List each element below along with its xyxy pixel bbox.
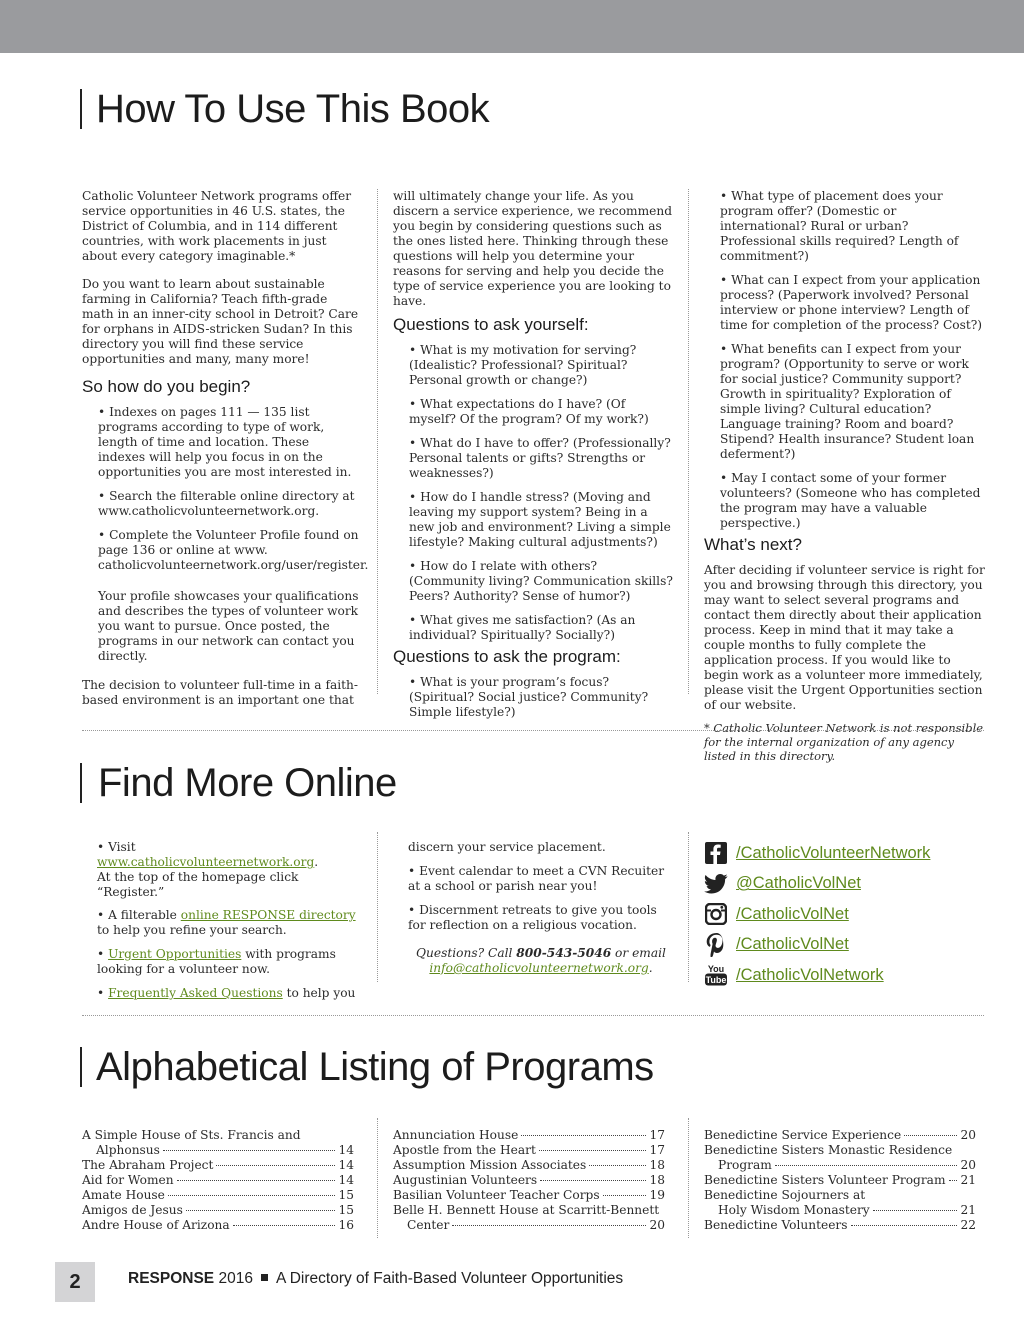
program-name: Basilian Volunteer Teacher Corps xyxy=(393,1188,600,1202)
urgent-opportunities-link[interactable]: Urgent Opportunities xyxy=(108,947,242,961)
program-entry xyxy=(704,1143,976,1158)
website-link[interactable]: www.catholicvolunteernetwork.org xyxy=(97,855,315,869)
program-entry xyxy=(393,1173,665,1188)
contact-info: Questions? Call 800-543-5046 or email info@catholicvolunteernetwork.org. xyxy=(416,946,666,975)
footer-publication xyxy=(128,1270,623,1288)
leader-dots xyxy=(904,1135,957,1136)
question-expectations: • What expectations do I have? (Of myself? Of the program? Of my work?) xyxy=(409,397,649,426)
leader-dots xyxy=(186,1210,336,1211)
program-entry xyxy=(704,1188,976,1203)
leader-dots xyxy=(949,1180,958,1181)
question-motivation: • What is my motivation for serving? (Idealistic? Professional? Spiritual? Personal growth or change?) xyxy=(409,343,637,387)
svg-text:Tube: Tube xyxy=(705,975,727,986)
bullet-urgent-opportunities: • Urgent Opportunities with programs looking for a volunteer now. xyxy=(97,947,336,976)
column-divider xyxy=(377,189,378,694)
program-name: Amate House xyxy=(82,1188,165,1202)
social-row-pinterest[interactable] xyxy=(704,930,930,961)
social-row-facebook[interactable] xyxy=(704,838,930,869)
phone-number[interactable]: 800-543-5046 xyxy=(516,946,612,960)
bullet-visit-site: • Visit www.catholicvolunteernetwork.org. At the top of the homepage click “Register.” xyxy=(97,840,319,899)
question-program-focus: • What is your program’s focus? (Spiritual? Social justice? Community? Simple lifestyle?) xyxy=(409,675,649,719)
program-entry xyxy=(704,1158,976,1173)
bullet-event-calendar: • Event calendar to meet a CVN Recuiter at a school or parish near you! xyxy=(408,864,665,893)
listing-column-2 xyxy=(393,1128,665,1233)
twitter-link[interactable]: @CatholicVolNet xyxy=(736,874,861,893)
program-name: Benedictine Service Experience xyxy=(704,1128,902,1142)
program-name: Program xyxy=(718,1158,772,1172)
program-page-number: 14 xyxy=(338,1143,354,1157)
program-entry xyxy=(82,1158,354,1173)
intro-paragraph: Catholic Volunteer Network programs offer service opportunities in 46 U.S. states, the District of Columbia, and in 114 different countries, with work placements in just about every category imaginable.* xyxy=(82,189,352,263)
heading-whats-next: What’s next? xyxy=(704,535,802,554)
section-title-alphabetical-listing: Alphabetical Listing of Programs xyxy=(80,1047,654,1087)
leader-dots xyxy=(603,1195,647,1196)
leader-dots xyxy=(775,1165,958,1166)
program-name: Benedictine Sisters Volunteer Program xyxy=(704,1173,946,1187)
how-to-column-2 xyxy=(393,189,673,729)
disclaimer-note: * Catholic Volunteer Network is not responsible for the internal organization of any agency listed in this directory. xyxy=(704,721,984,763)
program-entry xyxy=(704,1128,976,1143)
program-page-number: 20 xyxy=(960,1128,976,1142)
program-entry xyxy=(393,1203,665,1218)
leader-dots xyxy=(851,1225,958,1226)
question-benefits: • What benefits can I expect from your program? (Opportunity to serve or work for social justice? Community support? Growth in spirituality? Exploration of simple living? Cultural education? Language training? Room and board? Stipend? Health insurance? Student loan deferment?) xyxy=(720,342,975,461)
program-name: Belle H. Bennett House at Scarritt-Bennett xyxy=(393,1203,660,1217)
bullet-online-directory: • A filterable online RESPONSE directory to help you refine your search. xyxy=(97,908,356,937)
program-name: Benedictine Sojourners at xyxy=(704,1188,866,1202)
question-satisfaction: • What gives me satisfaction? (As an individual? Spiritually? Socially?) xyxy=(409,613,636,642)
facebook-icon xyxy=(704,841,728,865)
whats-next-paragraph: After deciding if volunteer service is right for you and browsing through this directory, you may want to select several programs and contact them directly about their application process. Keep in mind that it may take a couple months to fully complete the application process. If you would like to begin work as a volunteer more immediately, please visit the Urgent Opportunities section of our website. xyxy=(704,563,985,712)
listing-column-1 xyxy=(82,1128,354,1233)
faq-link[interactable]: Frequently Asked Questions xyxy=(108,986,283,1000)
program-entry xyxy=(82,1188,354,1203)
program-page-number: 17 xyxy=(649,1128,665,1142)
top-banner xyxy=(0,0,1024,53)
program-name: Holy Wisdom Monastery xyxy=(718,1203,870,1217)
leader-dots xyxy=(873,1210,958,1211)
leader-dots xyxy=(539,1150,647,1151)
question-offer: • What do I have to offer? (Professionally? Personal talents or gifts? Strengths or weaknesses?) xyxy=(409,436,671,480)
section-title-how-to: How To Use This Book xyxy=(80,89,489,129)
how-to-column-3 xyxy=(704,189,986,776)
program-name: Amigos de Jesus xyxy=(82,1203,183,1217)
section-divider xyxy=(82,1015,984,1016)
program-name: The Abraham Project xyxy=(82,1158,214,1172)
pinterest-link[interactable]: /CatholicVolNet xyxy=(736,935,849,954)
column-divider xyxy=(377,832,378,982)
program-page-number: 14 xyxy=(338,1158,354,1172)
program-page-number: 16 xyxy=(338,1218,354,1232)
online-column-2 xyxy=(408,840,674,976)
social-links xyxy=(704,838,930,991)
questions-paragraph: Do you want to learn about sustainable farming in California? Teach fifth-grade math in an inner-city school in Detroit? Care for orphans in AIDS-stricken Sudan? In this directory you will find these service opportunities and many, many more! xyxy=(82,277,359,366)
program-page-number: 15 xyxy=(338,1188,354,1202)
program-entry xyxy=(82,1218,354,1233)
section-title-find-online: Find More Online xyxy=(80,763,397,803)
program-page-number: 22 xyxy=(960,1218,976,1232)
program-name: Aid for Women xyxy=(82,1173,174,1187)
program-page-number: 21 xyxy=(960,1203,976,1217)
program-page-number: 15 xyxy=(338,1203,354,1217)
program-entry xyxy=(393,1158,665,1173)
footer-subtitle: A Directory of Faith-Based Volunteer Opportunities xyxy=(275,1270,624,1287)
leader-dots xyxy=(452,1225,646,1226)
program-entry xyxy=(704,1203,976,1218)
square-bullet-icon xyxy=(261,1274,268,1281)
program-name: Apostle from the Heart xyxy=(393,1143,536,1157)
program-entry xyxy=(82,1128,354,1143)
program-page-number: 20 xyxy=(960,1158,976,1172)
leader-dots xyxy=(233,1225,336,1226)
social-row-instagram[interactable] xyxy=(704,899,930,930)
program-name: A Simple House of Sts. Francis and xyxy=(82,1128,301,1142)
email-link[interactable]: info@catholicvolunteernetwork.org xyxy=(429,961,649,975)
twitter-icon xyxy=(704,872,728,896)
bullet-retreats: • Discernment retreats to give you tools for reflection on a religious vocation. xyxy=(408,903,657,932)
bullet-search-online: • Search the filterable online directory at www.catholicvolunteernetwork.org. xyxy=(98,489,355,518)
bullet-faq: • Frequently Asked Questions to help you xyxy=(97,986,356,1000)
youtube-link[interactable]: /CatholicVolNetwork xyxy=(736,965,884,984)
social-row-twitter[interactable] xyxy=(704,869,930,900)
program-entry xyxy=(704,1173,976,1188)
online-directory-link[interactable]: online RESPONSE directory xyxy=(180,908,356,922)
program-entry xyxy=(393,1143,665,1158)
discern-line: discern your service placement. xyxy=(408,840,606,854)
leader-dots xyxy=(216,1165,335,1166)
column-divider xyxy=(377,1118,378,1238)
program-page-number: 18 xyxy=(649,1173,665,1187)
youtube-icon xyxy=(704,963,728,987)
program-name: Benedictine Sisters Monastic Residence xyxy=(704,1143,953,1157)
pinterest-icon xyxy=(704,933,728,957)
facebook-link[interactable]: /CatholicVolunteerNetwork xyxy=(736,843,931,862)
program-page-number: 19 xyxy=(649,1188,665,1202)
leader-dots xyxy=(521,1135,646,1136)
heading-ask-program: Questions to ask the program: xyxy=(393,647,621,666)
leader-dots xyxy=(168,1195,336,1196)
program-name: Andre House of Arizona xyxy=(82,1218,230,1232)
svg-text:You: You xyxy=(707,964,725,975)
program-entry xyxy=(393,1128,665,1143)
social-row-youtube[interactable] xyxy=(704,960,930,991)
decision-paragraph: The decision to volunteer full-time in a faith-based environment is an important one that xyxy=(82,678,358,707)
program-name: Augustinian Volunteers xyxy=(393,1173,538,1187)
program-name: Benedictine Volunteers xyxy=(704,1218,848,1232)
leader-dots xyxy=(540,1180,646,1181)
question-relate: • How do I relate with others? (Community living? Communication skills? Peers? Authority? Sense of humor?) xyxy=(409,559,673,603)
program-entry xyxy=(82,1203,354,1218)
program-entry xyxy=(393,1218,665,1233)
bullet-indexes: • Indexes on pages 111 — 135 list programs according to type of work, length of time and location. These indexes will help you focus in on the opportunities you are most interested in. xyxy=(98,405,352,479)
program-entry xyxy=(704,1218,976,1233)
program-entry xyxy=(393,1188,665,1203)
column-divider xyxy=(688,189,689,694)
program-name: Annunciation House xyxy=(393,1128,519,1142)
question-application-process: • What can I expect from your application process? (Paperwork involved? Personal interview or phone interview? Length of time for completion of the process? Cost?) xyxy=(720,273,983,332)
program-name: Assumption Mission Associates xyxy=(393,1158,587,1172)
column-divider xyxy=(688,832,689,982)
section-divider xyxy=(82,730,984,731)
question-stress: • How do I handle stress? (Moving and leaving my support system? Being in a new job and environment? Living a simple lifestyle? Making cultural adjustments?) xyxy=(409,490,671,549)
online-column-1 xyxy=(97,840,359,1010)
program-name: Center xyxy=(407,1218,450,1232)
leader-dots xyxy=(177,1180,336,1181)
leader-dots xyxy=(589,1165,646,1166)
heading-how-begin: So how do you begin? xyxy=(82,377,251,396)
discern-paragraph: will ultimately change your life. As you discern a service experience, we recommend you begin by considering questions such as the ones listed here. Thinking through these questions will help you determine your reasons for serving and help you decide the type of service experience you are looking to have. xyxy=(393,189,673,308)
how-to-column-1 xyxy=(82,189,369,721)
program-entry xyxy=(82,1143,354,1158)
instagram-link[interactable]: /CatholicVolNet xyxy=(736,904,849,923)
column-divider xyxy=(688,1118,689,1238)
footer-brand: RESPONSE xyxy=(128,1270,215,1287)
program-name: Alphonsus xyxy=(96,1143,160,1157)
program-page-number: 17 xyxy=(649,1143,665,1157)
program-page-number: 14 xyxy=(338,1173,354,1187)
footer-year: 2016 xyxy=(218,1270,253,1287)
program-page-number: 21 xyxy=(960,1173,976,1187)
bullet-volunteer-profile: • Complete the Volunteer Profile found on page 136 or online at www. catholicvolunteernetwork.org/user/register. xyxy=(98,528,369,572)
page-number: 2 xyxy=(55,1262,95,1302)
profile-paragraph: Your profile showcases your qualifications and describes the types of volunteer work you want to pursue. Once posted, the programs in our network can contact you directly. xyxy=(98,589,359,663)
heading-ask-yourself: Questions to ask yourself: xyxy=(393,315,589,334)
question-placement-type: • What type of placement does your program offer? (Domestic or international? Rural or urban? Professional skills required? Length of commitment?) xyxy=(720,189,959,263)
program-page-number: 20 xyxy=(649,1218,665,1232)
program-entry xyxy=(82,1173,354,1188)
listing-column-3 xyxy=(704,1128,976,1233)
program-page-number: 18 xyxy=(649,1158,665,1172)
leader-dots xyxy=(163,1150,336,1151)
question-contact-volunteers: • May I contact some of your former volunteers? (Someone who has completed the program may have a valuable perspective.) xyxy=(720,471,981,530)
instagram-icon xyxy=(704,902,728,926)
